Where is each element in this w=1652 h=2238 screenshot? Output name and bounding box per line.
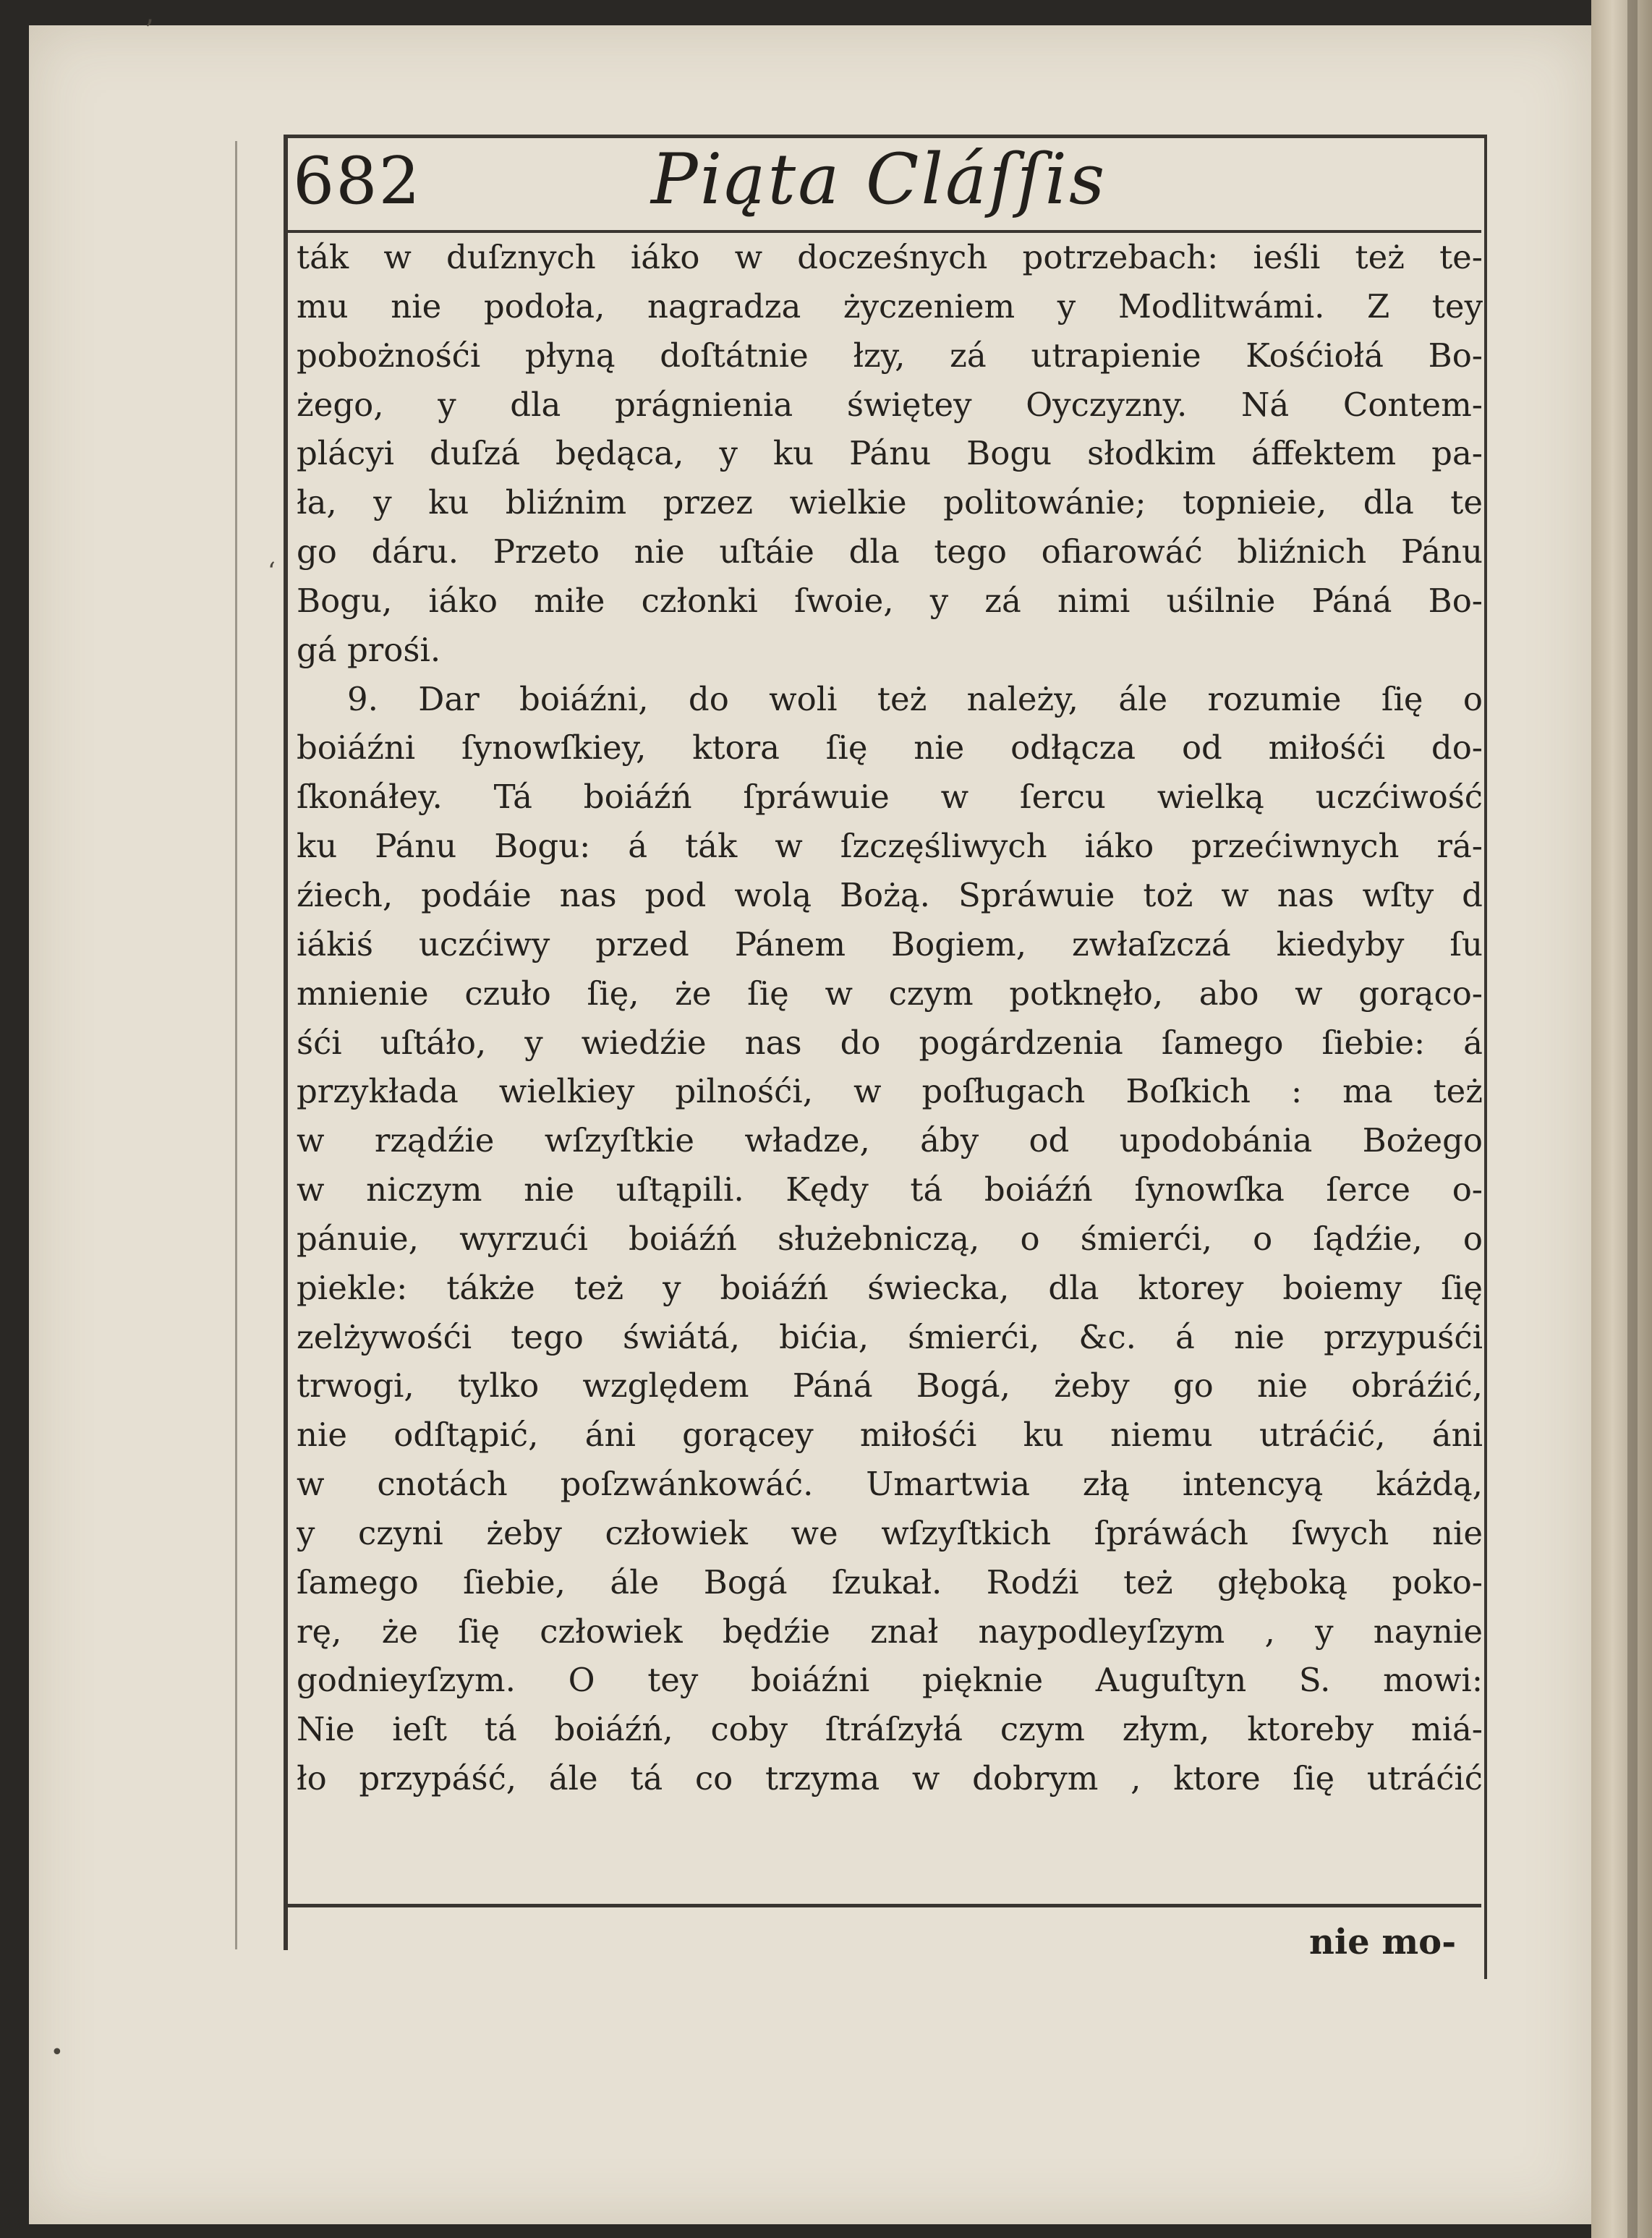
text-line: ſamego ſiebie, ále Bogá ſzukał. Rodźi też głęboką poko- xyxy=(297,1562,1483,1601)
text-line: gá prośi. xyxy=(297,630,441,669)
text-line: pobożnośći płyną doſtátnie łzy, zá utrapienie Kośćiołá Bo- xyxy=(297,336,1483,375)
text-line: Bogu, iáko miłe członki ſwoie, y zá nimi uśilnie Páná Bo- xyxy=(297,581,1483,620)
frame-bottom-rule xyxy=(288,1904,1481,1907)
text-line: 9. Dar boiáźni, do woli też należy, ále rozumie ſię o xyxy=(347,679,1483,718)
text-line: iákiś uczćiwy przed Pánem Bogiem, zwłaſzczá kiedyby ſu xyxy=(297,924,1483,963)
text-line: ło przypáść, ále tá co trzyma w dobrym , ktore ſię utráćić xyxy=(297,1759,1483,1798)
text-line: rę, że ſię człowiek będźie znał naypodleyſzym , y naynie xyxy=(297,1612,1483,1651)
frame-left-rule xyxy=(284,135,288,1950)
text-line: nie odſtąpić, áni gorącey miłośći ku niemu utráćić, áni xyxy=(297,1416,1483,1455)
text-line: Nie ieſt tá boiáźń, coby ſtráſzyłá czym złym, ktoreby miá- xyxy=(297,1710,1483,1749)
text-line: ku Pánu Bogu: á ták w ſzczęśliwych iáko przećiwnych rá- xyxy=(297,827,1483,866)
text-line: w cnotách poſzwánkowáć. Umartwia złą intencyą káżdą, xyxy=(297,1465,1483,1504)
adjacent-page-edge xyxy=(1591,0,1652,2238)
text-line: w rządźie wſzyſtkie władze, áby od upodobánia Bożego xyxy=(297,1121,1483,1160)
text-line: boiáźni ſynowſkiey, ktora ſię nie odłącza od miłośći do- xyxy=(297,728,1483,767)
running-title: Piąta Cláſſis xyxy=(651,139,1107,220)
text-line: trwogi, tylko względem Páná Bogá, żeby go nie obráźić, xyxy=(297,1366,1483,1405)
text-line: ſkonáłey. Tá boiáźń ſpráwuie w ſercu wielką uczćiwość xyxy=(297,778,1483,817)
text-line: godnieyſzym. O tey boiáźni pięknie Auguſtyn S. mowi: xyxy=(297,1661,1483,1700)
text-line: żego, y dla prágnienia świętey Oyczyzny. Ná Contem- xyxy=(297,385,1483,424)
text-line: piekle: tákże też y boiáźń świecka, dla ktorey boiemy ſię xyxy=(297,1268,1483,1307)
ink-speck: • xyxy=(51,2040,64,2065)
text-line: źiech, podáie nas pod wolą Bożą. Spráwuie toż w nas wſty d xyxy=(297,875,1483,914)
text-line: ták w duſznych iáko w docześnych potrzebach: ieśli też te- xyxy=(297,238,1483,276)
text-line: śći uſtáło, y wiedźie nas do pogárdzenia ſamego ſiebie: á xyxy=(297,1023,1483,1062)
text-line: pánuie, wyrzući boiáźń służebniczą, o śmierći, o ſądźie, o xyxy=(297,1219,1483,1258)
text-line: zelżywośći tego świátá, bićia, śmierći, &c. á nie przypuśći xyxy=(297,1317,1483,1356)
text-line: mnienie czuło ſię, że ſię w czym potknęło, abo w gorąco- xyxy=(297,974,1483,1013)
text-line: plácyi duſzá będąca, y ku Pánu Bogu słodkim áffektem pa- xyxy=(297,434,1483,473)
text-line: mu nie podoła, nagradza życzeniem y Modlitwámi. Z tey xyxy=(297,286,1483,326)
text-line: go dáru. Przeto nie uſtáie dla tego ofiarowáć bliźnich Pánu xyxy=(297,532,1483,571)
margin-rule xyxy=(235,141,237,1949)
text-line: przykłada wielkiey pilnośći, w poſługach Boſkich : ma też xyxy=(297,1072,1483,1111)
text-line: y czyni żeby człowiek we wſzyſtkich ſpráwách ſwych nie xyxy=(297,1513,1483,1552)
ink-speck: ’ xyxy=(145,14,154,48)
page-edge-shadow xyxy=(1627,0,1638,2238)
ink-speck: ‘ xyxy=(268,557,276,586)
body-text xyxy=(297,233,1483,1803)
page-number: 682 xyxy=(293,143,422,219)
text-line: w niczym nie uſtąpili. Kędy tá boiáźń ſynowſka ſerce o- xyxy=(297,1170,1483,1209)
text-line: ła, y ku bliźnim przez wielkie politowánie; topnieie, dla te xyxy=(297,483,1483,522)
catchword: nie mo- xyxy=(1309,1922,1457,1962)
